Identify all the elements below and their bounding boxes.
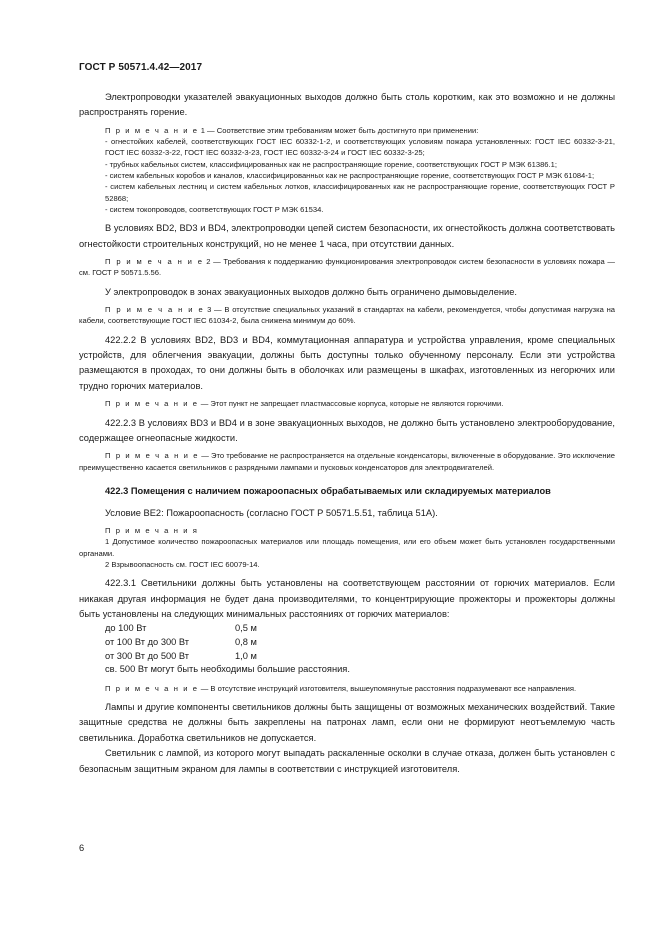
note-2: П р и м е ч а н и е 2 — Требования к поддержанию функционирования электропроводок систем безопасности в условиях пожара — см. ГОСТ Р 50571.5.56. (79, 257, 616, 278)
note-1-item: - систем кабельных коробов и каналов, классифицированных как не распространяющие горение, соответствующих ГОСТ Р МЭК 61084-1; (105, 171, 595, 180)
page-content (79, 90, 615, 777)
paragraph-bd-fire-resistance: В условиях BD2, BD3 и BD4, электропроводки цепей систем безопасности, их огнестойкость должна соответствовать огнестойкости строительных конструкций, но не менее 1 часа, при отсутствии данных. (79, 223, 615, 249)
note-1 (79, 125, 615, 215)
note-5: П р и м е ч а н и е — Это требование не распространяется на отдельные конденсаторы, включенные в оборудование. Это исключение преимущественно касается светильников с разрядными лампами и пусковых конденсаторов для электродвигателей. (79, 451, 615, 472)
note-label: П р и м е ч а н и е (105, 399, 199, 409)
page-number: 6 (79, 843, 85, 853)
distance-over: св. 500 Вт могут быть необходимы большие расстояния. (105, 664, 350, 675)
note-7: П р и м е ч а н и е — В отсутствие инструкций изготовителя, вышеупомянутые расстояния подразумевают все направления. (105, 683, 577, 693)
note-label: П р и м е ч а н и е (105, 125, 199, 135)
note-label: П р и м е ч а н и е (105, 451, 200, 461)
note-1-item: - огнестойких кабелей, соответствующих ГОСТ IEC 60332-1-2, и соответствующих условиям пожара установленных: ГОСТ IEC 60332-3-21, ГОСТ IEC 60332-3-22, ГОСТ IEC 60332-3-23, ГОСТ IEC 60332-3-24 и ГОСТ IEC 60332-3-25; (105, 137, 615, 158)
distance-list (79, 622, 615, 676)
paragraph-422-2-2: 422.2.2 В условиях BD2, BD3 и BD4, коммутационная аппаратура и устройства управления, кроме специальных устройств, для облегчения эвакуации, должны быть доступны только обученному персоналу. Если эти устройства размещаются в проходах, то они должны быть в оболочках или размещены в шкафах, изготовленных из негорючих или трудно горючих материалов. (79, 334, 615, 391)
note-1-item: - трубных кабельных систем, классифицированных как не распространяющие горение, соответствующих ГОСТ Р МЭК 61386.1; (105, 159, 557, 169)
note-3: П р и м е ч а н и е 3 — В отсутствие специальных указаний в стандартах на кабели, рекомендуется, чтобы допустимая нагрузка на кабели, соответствующие ГОСТ IEC 61034-2, была снижена минимум до 60%. (79, 305, 616, 326)
notes-6-item: 2 Взрывоопасность см. ГОСТ IEC 60079-14. (105, 559, 260, 569)
notes-6-item: 1 Допустимое количество пожароопасных материалов или площадь помещения, или его объем может быть установлен государственными органами. (79, 537, 615, 558)
document-header: ГОСТ Р 50571.4.42—2017 (79, 62, 203, 73)
section-heading-422-3: 422.3 Помещения с наличием пожароопасных обрабатываемых или складируемых материалов (105, 485, 551, 496)
paragraph-evac-wiring: Электропроводки указателей эвакуационных выходов должно быть столь коротким, как это возможно и не должны распространять горение. (79, 92, 615, 118)
paragraph-lamp-protection: Лампы и другие компоненты светильников должны быть защищены от возможных механических воздействий. Такие защитные средства не должны быть закреплены на патронах ламп, если они не формируют неотъемлемую часть светильника. Доработка светильников не допускается. (79, 702, 615, 743)
distance-row: от 100 Вт до 300 Вт 0,8 м (105, 636, 257, 647)
paragraph-422-3-1: 422.3.1 Светильники должны быть установлены на соответствующем расстоянии от горючих материалов. Если никакая другая информация не будет дана производителями, то концентрирующие прожекторы и прожекторы должны быть установлены на следующих минимальных расстояниях от горючих материалов: (79, 578, 615, 619)
paragraph-lamp-screen: Светильник с лампой, из которого могут выпадать раскаленные осколки в случае отказа, должен быть установлен с безопасным защитным экраном для лампы в соответствии с инструкцией изготовителя. (79, 748, 615, 774)
paragraph-422-2-3: 422.2.3 В условиях BD3 и BD4 и в зоне эвакуационных выходов, не должно быть установлено электрооборудование, содержащее огнеопасные жидкости. (79, 417, 615, 443)
notes-label: П р и м е ч а н и я (105, 525, 199, 535)
note-1-intro: 1 — Соответствие этим требованиям может быть достигнуто при применении: (198, 125, 479, 135)
notes-6 (79, 525, 615, 570)
paragraph-smoke: У электропроводок в зонах эвакуационных выходов должно быть ограничено дымовыделение. (105, 286, 517, 297)
note-1-item: - систем токопроводов, соответствующих ГОСТ Р МЭК 61534. (105, 204, 324, 214)
note-4: П р и м е ч а н и е — Этот пункт не запрещает пластмассовые корпуса, которые не являются горючими. (105, 399, 504, 409)
distance-row: до 100 Вт 0,5 м (105, 623, 257, 634)
note-label: П р и м е ч а н и е (105, 257, 204, 266)
note-1-item: - систем кабельных лестниц и систем кабельных лотков, классифицированных как не распространяющие горение, соответствующих ГОСТ Р 52868; (105, 182, 615, 203)
distance-row: от 300 Вт до 500 Вт 1,0 м (105, 650, 257, 661)
paragraph-be2: Условие ВЕ2: Пожароопасность (согласно ГОСТ Р 50571.5.51, таблица 51А). (105, 507, 438, 518)
note-label: П р и м е ч а н и е (105, 683, 199, 693)
note-label: П р и м е ч а н и е (105, 305, 205, 314)
